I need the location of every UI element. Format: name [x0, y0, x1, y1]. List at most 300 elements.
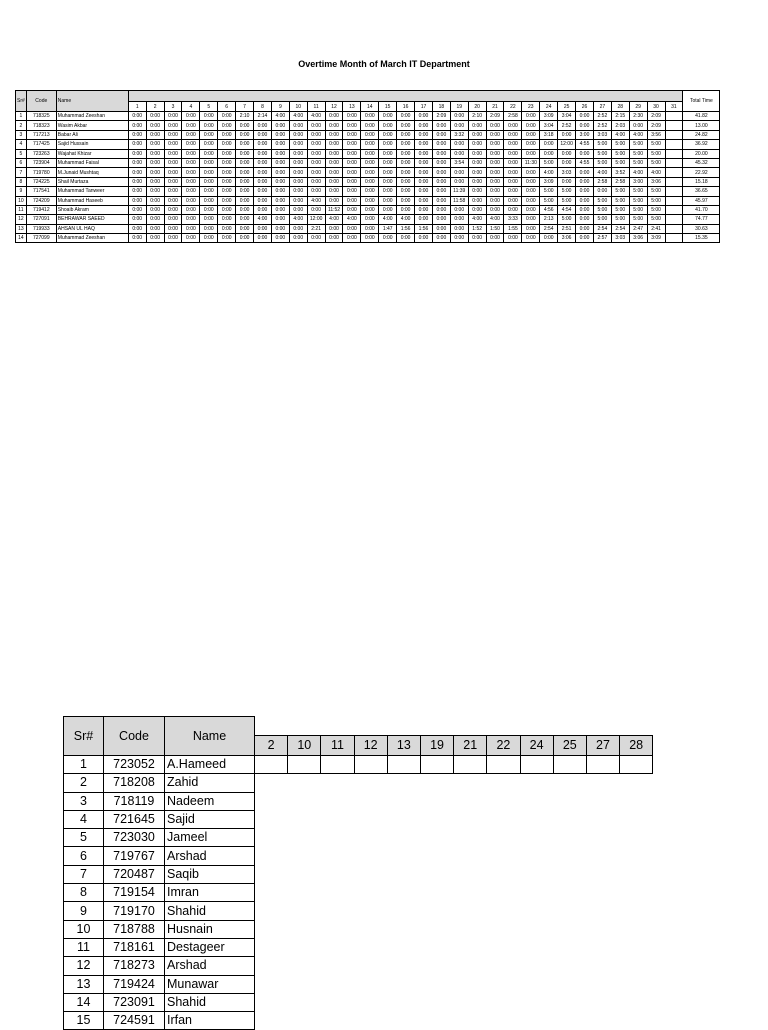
overtime-cell: 0:00 — [593, 187, 611, 196]
overtime-cell: 0:00 — [164, 121, 182, 130]
day-cell — [487, 756, 520, 774]
overtime-cell: 0:00 — [182, 215, 200, 224]
day-cell — [520, 810, 553, 828]
day-number: 20 — [468, 102, 486, 112]
table-row — [64, 920, 653, 938]
overtime-cell: 0:00 — [468, 130, 486, 139]
table-row — [16, 158, 720, 167]
day-cell — [620, 847, 653, 865]
day-cell — [354, 993, 387, 1011]
day-cell — [420, 774, 453, 792]
day-number: 11 — [307, 102, 325, 112]
overtime-cell: 0:00 — [379, 234, 397, 243]
overtime-cell: 4:00 — [647, 168, 665, 177]
overtime-cell: 2:14 — [254, 112, 272, 121]
overtime-cell: 0:00 — [307, 168, 325, 177]
overtime-cell: 0:00 — [629, 121, 647, 130]
overtime-cell: 0:00 — [504, 130, 522, 139]
overtime-cell: 11:52 — [325, 205, 343, 214]
total-cell: 36.92 — [683, 140, 720, 149]
overtime-cell: 11:58 — [450, 196, 468, 205]
overtime-cell: 0:00 — [432, 140, 450, 149]
day-cell — [321, 792, 354, 810]
total-cell: 13.00 — [683, 121, 720, 130]
overtime-cell: 0:00 — [200, 112, 218, 121]
code-cell: 723091 — [104, 993, 165, 1011]
day-cell — [454, 938, 487, 956]
day-cell — [487, 957, 520, 975]
overtime-cell — [665, 121, 683, 130]
overtime-cell: 0:00 — [450, 140, 468, 149]
day-cell — [520, 938, 553, 956]
day-cell — [420, 902, 453, 920]
day-number: 19 — [450, 102, 468, 112]
overtime-cell: 4:00 — [593, 168, 611, 177]
overtime-cell: 0:00 — [468, 196, 486, 205]
sr-cell: 4 — [64, 810, 104, 828]
overtime-cell — [665, 187, 683, 196]
overtime-cell: 0:00 — [432, 177, 450, 186]
day-cell — [354, 829, 387, 847]
total-cell: 15.35 — [683, 234, 720, 243]
day-number: 13 — [343, 102, 361, 112]
day-cell — [553, 774, 586, 792]
overtime-cell: 0:00 — [271, 149, 289, 158]
day-cell — [288, 810, 321, 828]
overtime-cell: 0:00 — [361, 234, 379, 243]
overtime-cell: 0:00 — [254, 121, 272, 130]
overtime-cell: 0:00 — [415, 140, 433, 149]
overtime-cell: 0:00 — [164, 196, 182, 205]
overtime-cell: 0:00 — [522, 140, 540, 149]
sr-cell: 9 — [16, 187, 27, 196]
overtime-cell: 2:54 — [611, 224, 629, 233]
name-cell: Arshad — [165, 847, 255, 865]
table-row — [16, 112, 720, 121]
overtime-cell: 5:00 — [593, 158, 611, 167]
total-cell: 74.77 — [683, 215, 720, 224]
overtime-cell: 0:00 — [343, 234, 361, 243]
day-cell — [354, 1012, 387, 1030]
day-cell — [553, 920, 586, 938]
day-cell — [487, 975, 520, 993]
overtime-cell — [665, 158, 683, 167]
day-cell — [321, 993, 354, 1011]
day-cell — [420, 847, 453, 865]
day-cell — [288, 865, 321, 883]
overtime-cell: 5:00 — [629, 158, 647, 167]
overtime-cell: 0:00 — [307, 121, 325, 130]
overtime-cell: 0:00 — [415, 215, 433, 224]
overtime-cell: 0:00 — [289, 140, 307, 149]
overtime-cell: 0:00 — [450, 168, 468, 177]
code-cell: 719412 — [26, 205, 56, 214]
day-cell — [454, 920, 487, 938]
overtime-cell: 0:00 — [379, 177, 397, 186]
overtime-cell: 5:00 — [629, 187, 647, 196]
overtime-cell: 0:00 — [361, 215, 379, 224]
code-cell: 717425 — [26, 140, 56, 149]
table-row — [64, 792, 653, 810]
overtime-cell: 0:00 — [164, 187, 182, 196]
day-cell — [553, 847, 586, 865]
table-row — [64, 865, 653, 883]
overtime-cell: 0:00 — [558, 177, 576, 186]
overtime-cell: 0:00 — [361, 112, 379, 121]
name-header: Name — [56, 91, 128, 112]
day-number: 25 — [558, 102, 576, 112]
overtime-cell: 3:03 — [558, 168, 576, 177]
overtime-cell: 0:00 — [182, 149, 200, 158]
day-cell — [387, 774, 420, 792]
overtime-cell: 0:00 — [236, 215, 254, 224]
overtime-cell: 0:00 — [218, 130, 236, 139]
table-row — [64, 810, 653, 828]
overtime-cell: 0:00 — [379, 158, 397, 167]
overtime-cell: 0:00 — [164, 112, 182, 121]
day-cell — [255, 993, 288, 1011]
total-cell: 45.32 — [683, 158, 720, 167]
overtime-cell: 2:09 — [647, 121, 665, 130]
overtime-cell: 0:00 — [254, 130, 272, 139]
name-header: Name — [165, 717, 255, 756]
code-header: Code — [104, 717, 165, 756]
table-row — [64, 847, 653, 865]
code-cell: 718161 — [104, 938, 165, 956]
overtime-cell: 0:00 — [218, 187, 236, 196]
overtime-cell: 0:00 — [432, 149, 450, 158]
table-row — [16, 215, 720, 224]
day-cell — [487, 920, 520, 938]
day-cell — [487, 1012, 520, 1030]
day-cell — [553, 829, 586, 847]
overtime-cell: 2:13 — [540, 215, 558, 224]
sr-cell: 14 — [16, 234, 27, 243]
table-row — [16, 149, 720, 158]
overtime-cell: 0:00 — [397, 177, 415, 186]
overtime-cell: 0:00 — [146, 149, 164, 158]
overtime-cell: 0:00 — [504, 168, 522, 177]
code-cell: 719933 — [26, 224, 56, 233]
day-number: 21 — [486, 102, 504, 112]
day-number: 12 — [325, 102, 343, 112]
table-row — [64, 884, 653, 902]
day-cell — [255, 938, 288, 956]
sr-cell: 12 — [16, 215, 27, 224]
table-row — [64, 1012, 653, 1030]
overtime-cell: 0:00 — [128, 121, 146, 130]
day-number: 15 — [379, 102, 397, 112]
total-cell: 20.00 — [683, 149, 720, 158]
overtime-cell: 0:00 — [289, 168, 307, 177]
day-cell — [620, 975, 653, 993]
day-cell — [321, 774, 354, 792]
overtime-cell: 0:00 — [415, 177, 433, 186]
overtime-cell: 5:00 — [647, 140, 665, 149]
overtime-cell: 0:00 — [379, 121, 397, 130]
overtime-cell: 0:00 — [182, 224, 200, 233]
overtime-cell: 3:04 — [558, 112, 576, 121]
overtime-cell: 12:00 — [307, 215, 325, 224]
overtime-cell: 0:00 — [397, 149, 415, 158]
overtime-cell — [665, 168, 683, 177]
overtime-cell: 0:00 — [182, 196, 200, 205]
overtime-cell: 2:09 — [432, 112, 450, 121]
day-cell — [321, 756, 354, 774]
overtime-cell: 5:00 — [593, 215, 611, 224]
code-cell: 717541 — [26, 187, 56, 196]
overtime-cell: 0:00 — [343, 121, 361, 130]
table-row — [16, 140, 720, 149]
total-cell: 22.92 — [683, 168, 720, 177]
day-number: 2 — [146, 102, 164, 112]
overtime-cell: 0:00 — [307, 234, 325, 243]
overtime-cell: 0:00 — [236, 224, 254, 233]
overtime-cell: 0:00 — [576, 168, 594, 177]
day-number: 28 — [620, 736, 653, 756]
overtime-cell: 3:52 — [611, 168, 629, 177]
day-cell — [520, 774, 553, 792]
day-cell — [487, 810, 520, 828]
overtime-cell: 0:00 — [450, 205, 468, 214]
overtime-cell: 0:00 — [218, 168, 236, 177]
overtime-cell: 0:00 — [432, 168, 450, 177]
overtime-cell: 5:00 — [558, 196, 576, 205]
day-cell — [420, 792, 453, 810]
day-cell — [620, 792, 653, 810]
day-cell — [454, 993, 487, 1011]
day-cell — [255, 756, 288, 774]
overtime-cell: 0:00 — [361, 140, 379, 149]
overtime-cell: 2:58 — [504, 112, 522, 121]
overtime-cell: 2:54 — [593, 224, 611, 233]
day-cell — [553, 884, 586, 902]
day-cell — [420, 865, 453, 883]
day-cell — [586, 957, 619, 975]
overtime-cell: 0:00 — [128, 149, 146, 158]
day-cell — [255, 884, 288, 902]
name-cell: Wasim Akbar — [56, 121, 128, 130]
header-spacer — [255, 717, 653, 736]
day-cell — [387, 975, 420, 993]
table-row — [16, 177, 720, 186]
overtime-cell: 0:00 — [486, 168, 504, 177]
day-cell — [520, 1012, 553, 1030]
day-cell — [520, 957, 553, 975]
overtime-cell: 0:00 — [254, 177, 272, 186]
name-cell: Jameel — [165, 829, 255, 847]
overtime-cell: 0:00 — [522, 112, 540, 121]
overtime-cell: 0:00 — [307, 140, 325, 149]
code-cell: 721645 — [104, 810, 165, 828]
overtime-cell: 0:00 — [397, 168, 415, 177]
overtime-cell: 0:00 — [343, 158, 361, 167]
sr-cell: 2 — [16, 121, 27, 130]
name-cell: Husnain — [165, 920, 255, 938]
overtime-cell: 2:09 — [647, 112, 665, 121]
day-cell — [420, 920, 453, 938]
day-number: 27 — [593, 102, 611, 112]
day-cell — [387, 920, 420, 938]
overtime-cell: 0:00 — [307, 177, 325, 186]
day-header-band — [128, 91, 683, 102]
overtime-cell: 0:00 — [164, 140, 182, 149]
day-cell — [487, 938, 520, 956]
overtime-cell: 0:00 — [325, 177, 343, 186]
table-row — [64, 902, 653, 920]
day-cell — [553, 993, 586, 1011]
name-cell: Saqib — [165, 865, 255, 883]
table-row — [64, 756, 653, 774]
day-number: 4 — [182, 102, 200, 112]
overtime-cell: 0:00 — [182, 205, 200, 214]
overtime-cell: 0:00 — [271, 168, 289, 177]
table-row — [16, 121, 720, 130]
overtime-cell: 0:00 — [361, 130, 379, 139]
overtime-cell: 0:00 — [182, 140, 200, 149]
overtime-cell: 0:00 — [271, 224, 289, 233]
day-number: 13 — [387, 736, 420, 756]
overtime-cell: 0:00 — [254, 205, 272, 214]
overtime-cell: 0:00 — [343, 168, 361, 177]
overtime-cell: 0:00 — [540, 234, 558, 243]
day-cell — [586, 902, 619, 920]
day-cell — [321, 884, 354, 902]
code-cell: 718273 — [104, 957, 165, 975]
day-cell — [387, 756, 420, 774]
overtime-cell: 0:00 — [236, 149, 254, 158]
overtime-cell: 0:00 — [146, 168, 164, 177]
table-row — [16, 187, 720, 196]
overtime-cell: 5:00 — [611, 140, 629, 149]
overtime-cell — [665, 140, 683, 149]
overtime-cell: 5:00 — [540, 187, 558, 196]
day-cell — [420, 975, 453, 993]
overtime-cell: 2:58 — [593, 177, 611, 186]
table-row — [16, 234, 720, 243]
day-number: 24 — [520, 736, 553, 756]
overtime-cell: 0:00 — [432, 187, 450, 196]
overtime-cell: 0:00 — [289, 205, 307, 214]
name-cell: Destageer — [165, 938, 255, 956]
name-cell: A.Hameed — [165, 756, 255, 774]
day-cell — [620, 756, 653, 774]
overtime-cell: 0:00 — [200, 205, 218, 214]
overtime-cell: 5:00 — [540, 196, 558, 205]
name-cell: Babar Ali — [56, 130, 128, 139]
overtime-cell: 5:00 — [647, 149, 665, 158]
table-row — [16, 168, 720, 177]
overtime-cell: 0:00 — [576, 224, 594, 233]
overtime-cell: 0:00 — [146, 121, 164, 130]
overtime-cell: 0:00 — [254, 149, 272, 158]
name-cell: AHSAN UL HAQ — [56, 224, 128, 233]
overtime-cell: 0:00 — [576, 187, 594, 196]
day-cell — [387, 810, 420, 828]
overtime-cell: 0:00 — [164, 130, 182, 139]
overtime-cell: 0:00 — [361, 196, 379, 205]
overtime-cell: 0:00 — [128, 158, 146, 167]
day-number: 29 — [629, 102, 647, 112]
overtime-cell: 0:00 — [504, 187, 522, 196]
overtime-cell: 0:00 — [522, 234, 540, 243]
day-cell — [420, 993, 453, 1011]
day-cell — [553, 756, 586, 774]
code-cell: 723904 — [26, 158, 56, 167]
day-cell — [420, 938, 453, 956]
overtime-cell: 0:00 — [271, 196, 289, 205]
overtime-cell: 0:00 — [236, 158, 254, 167]
overtime-cell: 0:00 — [146, 158, 164, 167]
name-cell: Imran — [165, 884, 255, 902]
day-cell — [354, 865, 387, 883]
day-number: 25 — [553, 736, 586, 756]
table-row — [16, 196, 720, 205]
day-cell — [454, 957, 487, 975]
overtime-cell: 0:00 — [218, 112, 236, 121]
overtime-cell: 0:00 — [558, 149, 576, 158]
day-cell — [354, 847, 387, 865]
day-cell — [586, 884, 619, 902]
overtime-cell: 4:00 — [486, 215, 504, 224]
name-cell: Muhammad Zeeshan — [56, 112, 128, 121]
overtime-cell: 0:00 — [450, 215, 468, 224]
overtime-cell: 4:00 — [307, 196, 325, 205]
day-cell — [620, 810, 653, 828]
day-cell — [255, 847, 288, 865]
overtime-cell: 0:00 — [128, 177, 146, 186]
overtime-cell: 0:00 — [128, 168, 146, 177]
overtime-cell: 3:56 — [647, 130, 665, 139]
day-number: 8 — [254, 102, 272, 112]
day-cell — [420, 884, 453, 902]
overtime-cell: 4:00 — [629, 168, 647, 177]
overtime-cell: 0:00 — [504, 177, 522, 186]
table-row — [64, 774, 653, 792]
day-cell — [255, 810, 288, 828]
day-cell — [487, 902, 520, 920]
overtime-cell: 0:00 — [325, 224, 343, 233]
overtime-cell: 0:00 — [271, 234, 289, 243]
overtime-cell: 0:00 — [486, 234, 504, 243]
employee-table — [63, 716, 653, 1030]
overtime-cell: 0:00 — [325, 121, 343, 130]
overtime-cell: 0:00 — [468, 234, 486, 243]
overtime-cell: 3:32 — [450, 130, 468, 139]
overtime-cell: 5:00 — [611, 158, 629, 167]
overtime-cell: 0:00 — [540, 149, 558, 158]
day-cell — [255, 920, 288, 938]
day-cell — [454, 810, 487, 828]
overtime-cell: 0:00 — [164, 224, 182, 233]
day-number: 10 — [288, 736, 321, 756]
day-cell — [487, 865, 520, 883]
overtime-cell: 0:00 — [254, 196, 272, 205]
day-cell — [454, 884, 487, 902]
overtime-cell: 0:00 — [415, 187, 433, 196]
overtime-cell: 0:00 — [432, 121, 450, 130]
overtime-cell: 4:56 — [540, 205, 558, 214]
sr-cell: 10 — [64, 920, 104, 938]
overtime-cell: 0:00 — [146, 224, 164, 233]
overtime-cell: 0:00 — [468, 205, 486, 214]
overtime-cell: 0:00 — [200, 224, 218, 233]
overtime-cell: 0:00 — [379, 168, 397, 177]
overtime-cell: 0:00 — [522, 215, 540, 224]
day-cell — [321, 810, 354, 828]
sr-header: Sr# — [16, 91, 27, 112]
day-number: 30 — [647, 102, 665, 112]
